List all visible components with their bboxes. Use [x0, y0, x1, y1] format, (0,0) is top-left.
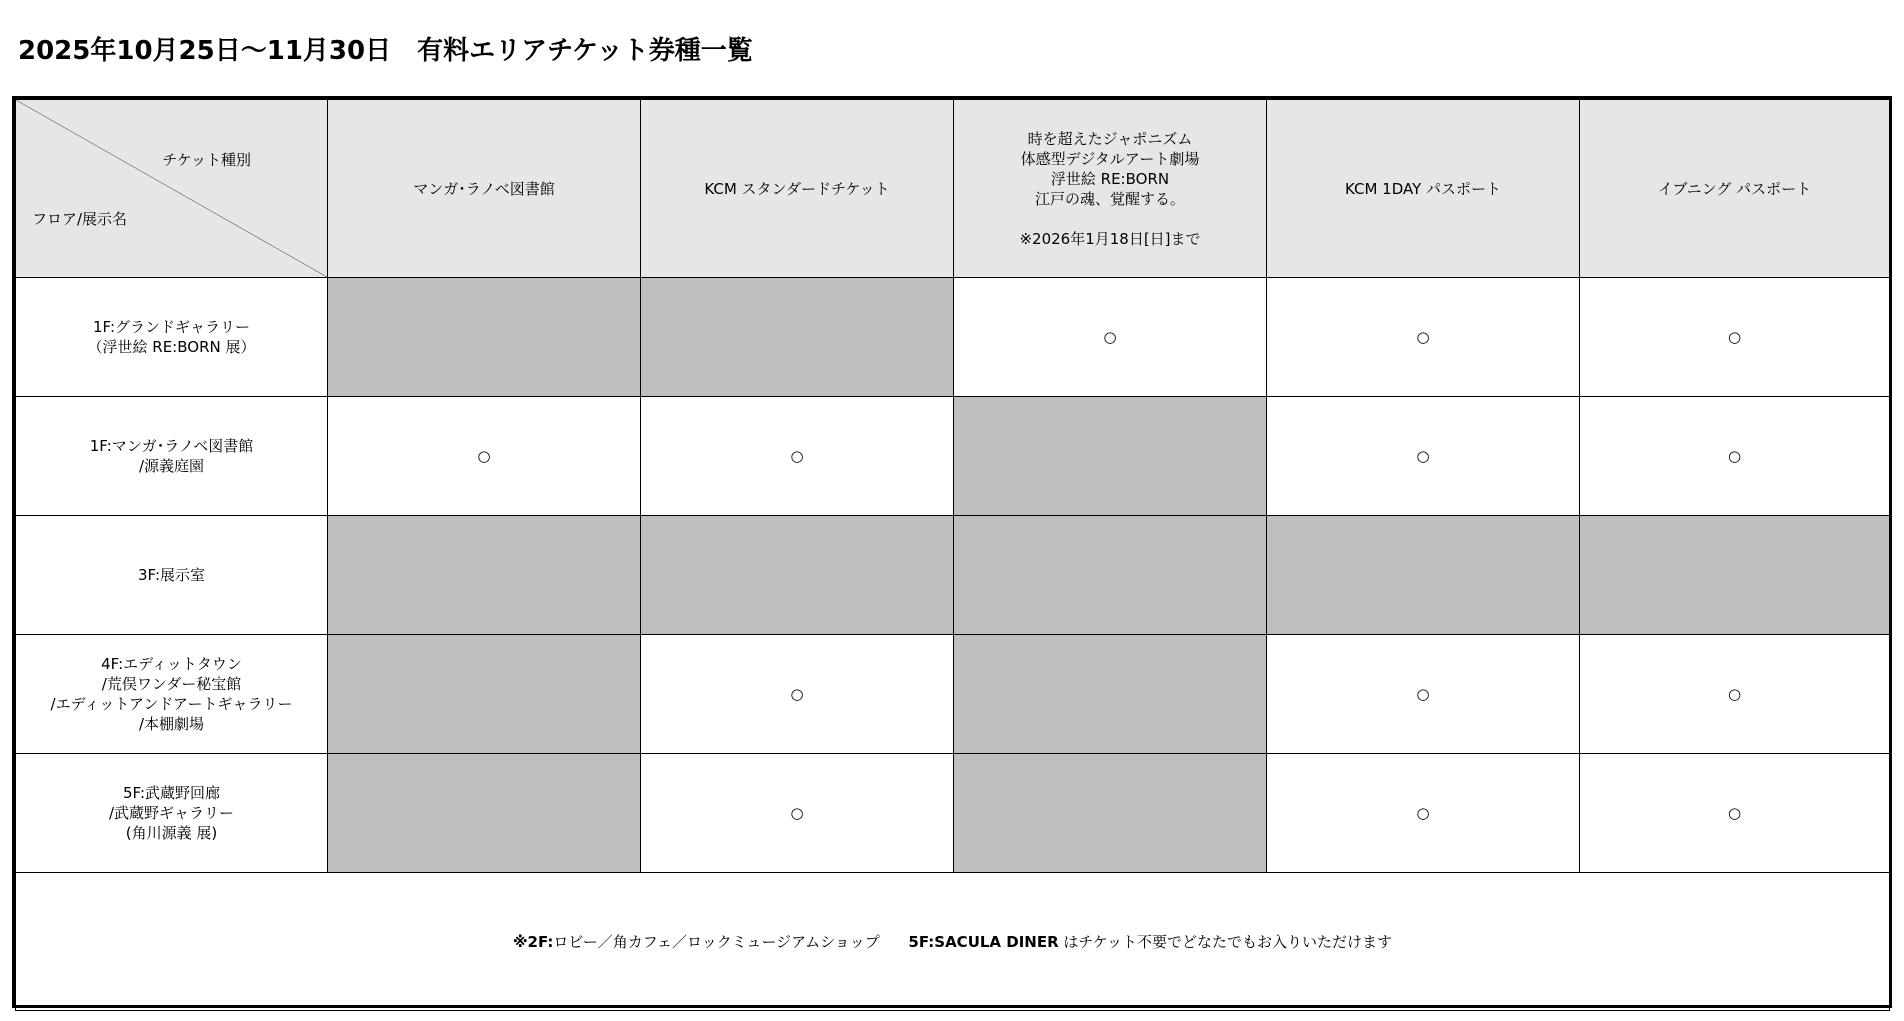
note-prefix: ※2F: — [512, 932, 554, 951]
floor-name-line: /本棚劇場 — [138, 715, 205, 733]
ticket-column-header — [1267, 100, 1580, 278]
available-cell — [1267, 278, 1580, 397]
column-header-line: マンガ･ラノベ図書館 — [413, 179, 555, 198]
header-row — [16, 100, 1890, 278]
unavailable-cell — [328, 278, 641, 397]
table-row — [16, 278, 1890, 397]
unavailable-cell — [1580, 516, 1890, 635]
corner-header-cell — [16, 100, 328, 278]
footnote-cell — [16, 873, 1890, 1011]
column-header-line: ※2026年1月18日[日]まで — [1019, 229, 1201, 248]
column-header-line: 体感型デジタルアート劇場 — [1020, 149, 1200, 168]
available-cell — [328, 397, 641, 516]
floor-name-line: 1F:マンガ･ラノベ図書館 — [89, 437, 254, 455]
available-cell — [1267, 397, 1580, 516]
floor-name-line: （浮世絵 RE:BORN 展） — [87, 338, 256, 356]
available-cell — [641, 635, 954, 754]
available-cell — [1580, 278, 1890, 397]
available-mark: ○ — [790, 804, 804, 822]
available-mark: ○ — [1416, 447, 1430, 465]
column-header-line: 時を超えたジャポニズム — [1027, 129, 1193, 148]
note-areas: ロビー／角カフェ／ロックミュージアムショップ — [553, 932, 880, 951]
column-header-line: KCM スタンダードチケット — [704, 179, 890, 198]
available-cell — [1267, 635, 1580, 754]
note-text: はチケット不要でどなたでもお入りいただけます — [1058, 932, 1393, 951]
unavailable-cell — [954, 397, 1267, 516]
floor-name-line: /武蔵野ギャラリー — [108, 804, 235, 822]
floor-name-cell — [16, 397, 328, 516]
floor-name-line: 4F:エディットタウン — [101, 655, 242, 673]
column-header-line: KCM 1DAY パスポート — [1344, 179, 1502, 198]
note-spacer — [880, 933, 909, 951]
floor-name-line: /荒俣ワンダー秘宝館 — [101, 675, 242, 693]
floor-name-cell — [16, 754, 328, 873]
column-header-line: 江戸の魂、覚醒する。 — [1034, 189, 1185, 208]
available-mark: ○ — [1416, 804, 1430, 822]
unavailable-cell — [328, 516, 641, 635]
available-mark: ○ — [477, 447, 491, 465]
ticket-column-header — [1580, 100, 1890, 278]
floor-exhibit-label: フロア/展示名 — [32, 210, 128, 228]
floor-name-line: 5F:武蔵野回廊 — [122, 784, 221, 802]
table-row — [16, 397, 1890, 516]
floor-name-cell — [16, 278, 328, 397]
available-mark: ○ — [1727, 447, 1742, 465]
available-cell — [1267, 754, 1580, 873]
available-cell — [1580, 397, 1890, 516]
floor-name-cell — [16, 516, 328, 635]
available-mark: ○ — [790, 685, 804, 703]
ticket-table-wrapper — [12, 96, 1892, 1008]
diagonal-divider — [16, 100, 327, 277]
available-mark: ○ — [1727, 685, 1742, 703]
column-header-line — [954, 209, 1266, 229]
unavailable-cell — [328, 754, 641, 873]
available-cell — [641, 754, 954, 873]
ticket-column-header — [641, 100, 954, 278]
ticket-type-label: チケット種別 — [162, 151, 251, 169]
note-diner: 5F:SACULA DINER — [908, 932, 1059, 951]
available-mark: ○ — [1103, 328, 1117, 346]
column-header-line: 浮世絵 RE:BORN — [1050, 169, 1170, 188]
available-mark: ○ — [790, 447, 804, 465]
unavailable-cell — [328, 635, 641, 754]
ticket-table — [15, 99, 1890, 1011]
available-cell — [641, 397, 954, 516]
unavailable-cell — [954, 754, 1267, 873]
available-cell — [1580, 754, 1890, 873]
available-mark: ○ — [1727, 804, 1742, 822]
floor-name-line: (角川源義 展) — [125, 824, 218, 842]
available-mark: ○ — [1416, 328, 1430, 346]
floor-name-line: /源義庭園 — [138, 457, 205, 475]
floor-name-line: 1F:グランドギャラリー — [92, 318, 251, 336]
unavailable-cell — [954, 635, 1267, 754]
unavailable-cell — [954, 516, 1267, 635]
floor-name-line: /エディットアンドアートギャラリー — [50, 695, 293, 713]
column-header-line: イブニング パスポート — [1657, 179, 1812, 198]
note-row — [16, 873, 1890, 1011]
available-cell — [1580, 635, 1890, 754]
page-title: 2025年10月25日～11月30日 有料エリアチケット券種一覧 — [18, 36, 753, 66]
available-cell — [954, 278, 1267, 397]
floor-name-cell — [16, 635, 328, 754]
table-row — [16, 635, 1890, 754]
unavailable-cell — [641, 516, 954, 635]
unavailable-cell — [641, 278, 954, 397]
ticket-column-header — [954, 100, 1267, 278]
table-row — [16, 516, 1890, 635]
ticket-column-header — [328, 100, 641, 278]
unavailable-cell — [1267, 516, 1580, 635]
available-mark: ○ — [1727, 328, 1742, 346]
table-row — [16, 754, 1890, 873]
floor-name-line: 3F:展示室 — [137, 566, 206, 584]
available-mark: ○ — [1416, 685, 1430, 703]
